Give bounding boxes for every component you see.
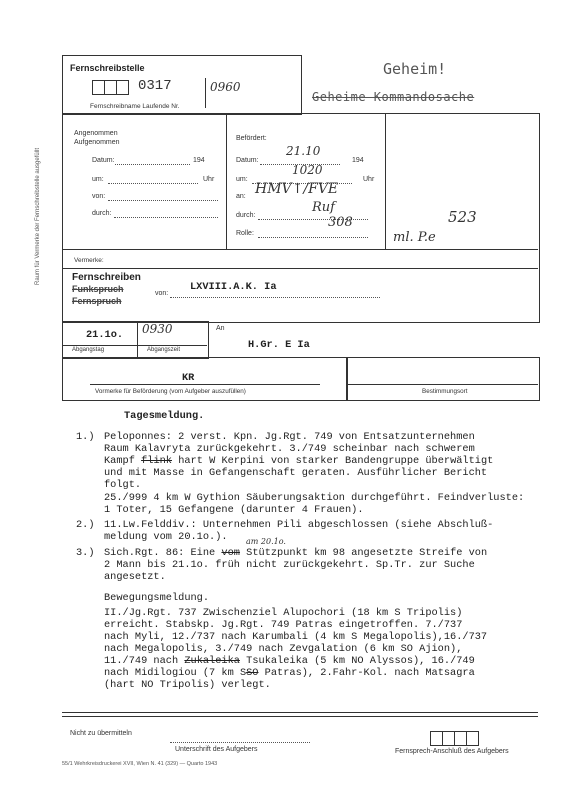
- date-caption: Abgangstag: [72, 347, 105, 353]
- item-1b: 25./999 4 km W Gythion Säuberungsaktion durchgeführt. Feindverluste: 1 Toter, 15 Gefangene (darunter 4 Frauen).: [104, 492, 525, 516]
- forwarded-to-label: an:: [236, 193, 246, 200]
- classification: Geheim!: [383, 60, 447, 78]
- phone-caption: Fernsprech-Anschluß des Aufgebers: [395, 748, 509, 755]
- handwritten-suffix: 0960: [210, 80, 241, 94]
- message-date: 21.1o.: [86, 329, 124, 341]
- forwarded-role-value: 308: [328, 215, 353, 230]
- message-time: 0930: [142, 322, 173, 336]
- print-note: 55/1 Wehrkreisdruckerei XVII, Wien N. 41 (329) — Quarto 1943: [62, 761, 218, 767]
- message-struck1: Funkspruch: [72, 284, 124, 294]
- handwritten-number: 0317: [138, 78, 172, 94]
- item-1-num: 1.): [76, 431, 95, 443]
- date-time-box: [62, 321, 209, 359]
- movement-report: II./Jg.Rgt. 737 Zwischenziel Alupochori (18 km S Tripolis) erreicht. Stabskp. Jg.Rgt. 749 Patras eingetroffen. 7./737 nach Myli, 12./737 nach Karumbali (4 km S Megalopolis),16./737 nach Megalopolis, 3./749 nach Zevgalation (6 km SO Ajion), 11./749 nach Zukaleika Tsukaleika (5 km NO Alyssos), 16./749 nach Midilogiou (7 km SSO Patras), 2.Fahr-Kol. nach Matsagra (hart NO Tripolis) verlegt.: [104, 607, 488, 691]
- side-note: Raum für Vermerke der Fernschreibstelle ausgefüllt: [35, 147, 41, 285]
- to-label: An: [216, 325, 225, 332]
- received-date-label: Datum:: [92, 157, 115, 164]
- vermerke-label: Vermerke:: [74, 257, 104, 264]
- item-1: Peloponnes: 2 verst. Kpn. Jg.Rgt. 749 von Entsatzunternehmen Raum Kalavryta zurückgekehrt. 3./749 scheinbar nach schwerem Kampf flink hart W Kerpini von starker Bandengruppe überwältigt und mit Masse in Gefangenschaft geraten. Ausführlicher Bericht folgt.: [104, 431, 494, 491]
- right-initials: ml. P.e: [393, 230, 436, 245]
- item-3: Sich.Rgt. 86: Eine vom Stützpunkt km 98 angesetzte Streife von 2 Mann bis 21.1o. früh nicht zurückgekehrt. Sp.Tr. zur Suche angesetzt.: [104, 547, 488, 583]
- forwarded-time-value: 1020: [292, 163, 323, 177]
- movement-title: Bewegungsmeldung.: [104, 592, 210, 604]
- received-title1: Angenommen: [74, 130, 118, 137]
- received-year: 194: [193, 157, 205, 164]
- forwarded-time-unit: Uhr: [363, 176, 375, 183]
- received-time-unit: Uhr: [203, 176, 215, 183]
- name-boxes: [92, 80, 128, 100]
- message-from-label: von:: [155, 290, 169, 297]
- message-type: Fernschreiben: [72, 272, 141, 283]
- forwarded-role-label: Rolle:: [236, 230, 254, 237]
- message-sender: LXVIII.A.K. Ia: [190, 281, 277, 293]
- report-title: Tagesmeldung.: [124, 410, 205, 422]
- time-caption: Abgangszeit: [147, 347, 181, 353]
- forwarded-year: 194: [352, 157, 364, 164]
- received-from-label: von:: [92, 193, 106, 200]
- item-3-num: 3.): [76, 547, 95, 559]
- not-transmit: Nicht zu übermitteln: [70, 730, 132, 737]
- station-label: Fernschreibstelle: [70, 63, 145, 73]
- received-title2: Aufgenommen: [74, 139, 120, 146]
- forwarded-date-value: 21.10: [286, 144, 321, 158]
- forwarded-through-value: Ruf: [312, 200, 335, 215]
- routing-caption: Vormerke für Beförderung (vom Aufgeber auszufüllen): [95, 388, 246, 395]
- forwarded-title: Befördert:: [236, 135, 267, 142]
- message-struck2: Fernspruch: [72, 296, 122, 306]
- forwarded-through-label: durch:: [236, 212, 256, 219]
- forwarded-to-value: HMV↑/FVE: [255, 181, 339, 197]
- item-3-insert: am 20.1o.: [246, 537, 286, 546]
- struck-heading: Geheime Kommandosache: [312, 90, 475, 104]
- message-recipient: H.Gr. E Ia: [248, 339, 310, 351]
- destination-caption: Bestimmungsort: [422, 388, 468, 395]
- received-time-label: um:: [92, 176, 104, 183]
- forwarded-date-label: Datum:: [236, 157, 259, 164]
- received-through-label: durch:: [92, 210, 112, 217]
- item-2: 11.Lw.Felddiv.: Unternehmen Pili abgeschlossen (siehe Abschluß- meldung vom 20.1o.).: [104, 519, 494, 543]
- right-number: 523: [448, 208, 477, 226]
- routing-value: KR: [182, 372, 195, 384]
- name-caption: Fernschreibname Laufende Nr.: [90, 103, 180, 110]
- signature-caption: Unterschrift des Aufgebers: [175, 746, 258, 753]
- forwarded-time-label: um:: [236, 176, 248, 183]
- item-2-num: 2.): [76, 519, 95, 531]
